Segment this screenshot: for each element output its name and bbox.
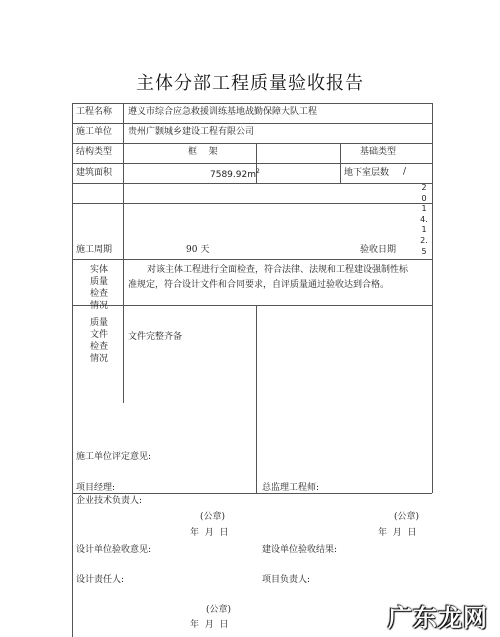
acceptance-date-char: 0 (421, 193, 427, 203)
period-value: 90 天 (186, 245, 210, 255)
contractor-opinion-label: 施工单位评定意见: (76, 452, 152, 462)
area-label: 建筑面积 (76, 168, 113, 178)
contractor-value: 贵州广颢城乡建设工程有限公司 (128, 127, 255, 137)
project-lead-label: 项目负责人: (262, 575, 311, 585)
contractor-label: 施工单位 (76, 127, 113, 137)
watermark-logo: 广东龙网 (388, 604, 488, 632)
project-name-value: 遵义市综合应急救援训练基地战勤保障大队工程 (128, 107, 318, 117)
page-title: 主体分部工程质量验收报告 (136, 73, 364, 94)
project-manager-label: 项目经理: (76, 483, 116, 493)
acceptance-date-char: 5 (421, 246, 427, 256)
structure-value: 框 架 (188, 147, 218, 157)
date-bottom: 年 月 日 (190, 620, 229, 630)
design-lead-label: 设计责任人: (76, 575, 125, 585)
basement-value: / (403, 167, 407, 177)
seal-right: (公章) (394, 512, 420, 522)
date-right: 年 月 日 (378, 528, 417, 538)
acceptance-date-char: 2. (420, 235, 428, 245)
quality-check-text-1: 对该主体工程进行全面检查，符合法律、法规和工程建设强制性标 (147, 265, 409, 275)
acceptance-date-char: 1 (421, 225, 427, 235)
date-left: 年 月 日 (190, 528, 229, 538)
quality-check-text-2: 准规定，符合设计文件和合同要求，自评质量通过验收达到合格。 (128, 280, 390, 290)
quality-check-label: 实体 质量 检查 情况 (89, 265, 108, 311)
acceptance-date-char: 1 (421, 204, 427, 214)
structure-label: 结构类型 (76, 147, 113, 157)
acceptance-date-char: 2 (421, 183, 427, 192)
seal-left: (公章) (200, 512, 226, 522)
basement-label: 地下室层数 (344, 168, 390, 178)
acceptance-date-char: 4. (420, 214, 428, 224)
area-value: $7589.92m^2$ (210, 168, 260, 180)
foundation-label: 基础类型 (360, 147, 397, 157)
enterprise-tech-lead-label: 企业技术负责人: (76, 496, 143, 506)
acceptance-date-value (420, 183, 428, 257)
chief-supervisor-label: 总监理工程师: (262, 483, 320, 493)
owner-result-label: 建设单位验收结果: (262, 545, 338, 555)
design-opinion-label: 设计单位验收意见: (76, 545, 152, 555)
document-check-text: 文件完整齐备 (128, 332, 183, 342)
period-label: 施工周期 (76, 245, 113, 255)
acceptance-date-label: 验收日期 (360, 245, 397, 255)
document-check-label: 质量 文件 检查 情况 (89, 318, 108, 364)
project-name-label: 工程名称 (76, 107, 113, 117)
seal-bottom: (公章) (206, 605, 232, 615)
